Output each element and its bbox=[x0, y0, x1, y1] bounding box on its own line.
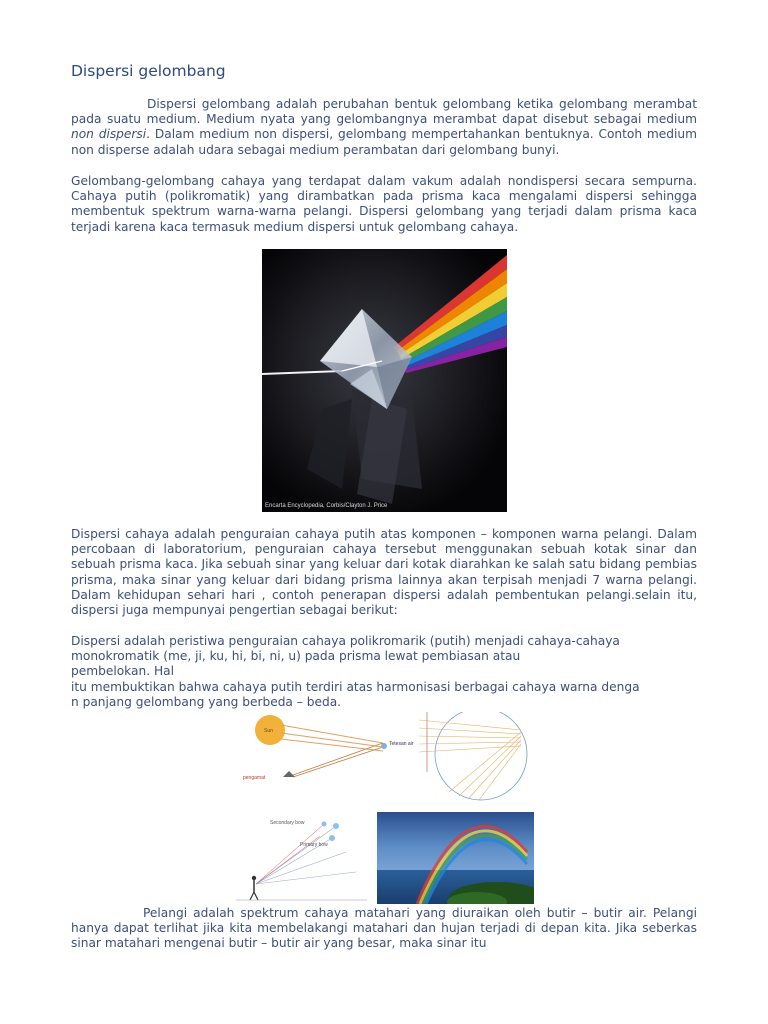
prism-dispersion-photo bbox=[262, 249, 507, 512]
photo-credit: Encarta Encyclopedia, Corbis/Clayton J. Price bbox=[265, 503, 388, 509]
paragraph-intro bbox=[71, 97, 697, 158]
definition-line-2: monokromatik (me, ji, ku, hi, bi, ni, u) pada prisma lewat pembiasan atau bbox=[71, 649, 521, 664]
rainbow-sun-diagram bbox=[243, 713, 418, 785]
paragraph-rainbow bbox=[71, 906, 697, 952]
raindrop-label: Tetesan air bbox=[389, 741, 414, 747]
secondary-bow-label: Secondary bow bbox=[270, 820, 305, 826]
paragraph-intro-text-a: Dispersi gelombang adalah perubahan bentuk gelombang ketika gelombang merambat pada suatu medium. Medium nyata yang gelombangnya merambat dapat disebut sebagai medium bbox=[71, 97, 697, 127]
paragraph-light-dispersion: Dispersi cahaya adalah penguraian cahaya putih atas komponen – komponen warna pelangi. Dalam percobaan di laboratorium, penguraian cahaya tersebut menggunakan sebuah kotak sinar dan sebuah prisma kaca. Jika sebuah sinar yang keluar dari kotak diarahkan ke salah satu bidang pembias prisma, maka sinar yang keluar dari bidang prisma lainnya akan terpisah menjadi 7 warna pelangi. Dalam kehidupan sehari hari , contoh penerapan dispersi adalah pembentukan pelangi.selain itu, dispersi juga mempunyai pengertian sebagai berikut: bbox=[71, 527, 697, 618]
definition-line-3: pembelokan. Hal bbox=[71, 664, 174, 679]
paragraph-light-waves: Gelombang-gelombang cahaya yang terdapat dalam vakum adalah nondispersi secara sempurna. Cahaya putih (polikromatik) yang dirambatkan pada prisma kaca mengalami dispersi sehingga membentuk spektrum warna-warna pelangi. Dispersi gelombang yang terjadi dalam prisma kaca terjadi karena kaca termasuk medium dispersi untuk gelombang cahaya. bbox=[71, 174, 697, 234]
raindrop-refraction-diagram bbox=[419, 712, 531, 804]
primary-secondary-bow-diagram bbox=[236, 812, 367, 904]
definition-line-5: n panjang gelombang yang berbeda – beda. bbox=[71, 694, 342, 709]
sun-label: Sun bbox=[264, 728, 273, 734]
observer-label: pengamat bbox=[243, 775, 266, 781]
emphasis-non-dispersi: non dispersi bbox=[71, 127, 147, 142]
definition-line-4: itu membuktikan bahwa cahaya putih terdiri atas harmonisasi berbagai cahaya warna denga bbox=[71, 679, 640, 694]
definition-line-1: Dispersi adalah peristiwa penguraian cahaya polikromarik (putih) menjadi cahaya-cahaya bbox=[71, 634, 620, 648]
rainbow-landscape-photo bbox=[377, 812, 534, 904]
paragraph-definition bbox=[71, 634, 697, 710]
paragraph-intro-text-b: . Dalam medium non dispersi, gelombang mempertahankan bentuknya. Contoh medium non disperse adalah udara sebagai medium perambatan dari gelombang bunyi. bbox=[71, 127, 698, 157]
primary-bow-label: Primary bow bbox=[300, 842, 328, 848]
paragraph-rainbow-text: Pelangi adalah spektrum cahaya matahari yang diuraikan oleh butir – butir air. Pelangi hanya dapat terlihat jika kita membelakangi matahari dan hujan terjadi di depan kita. Jika seberkas sinar matahari mengenai butir – butir air yang besar, maka sinar itu bbox=[71, 906, 697, 951]
page-title: Dispersi gelombang bbox=[71, 62, 226, 80]
